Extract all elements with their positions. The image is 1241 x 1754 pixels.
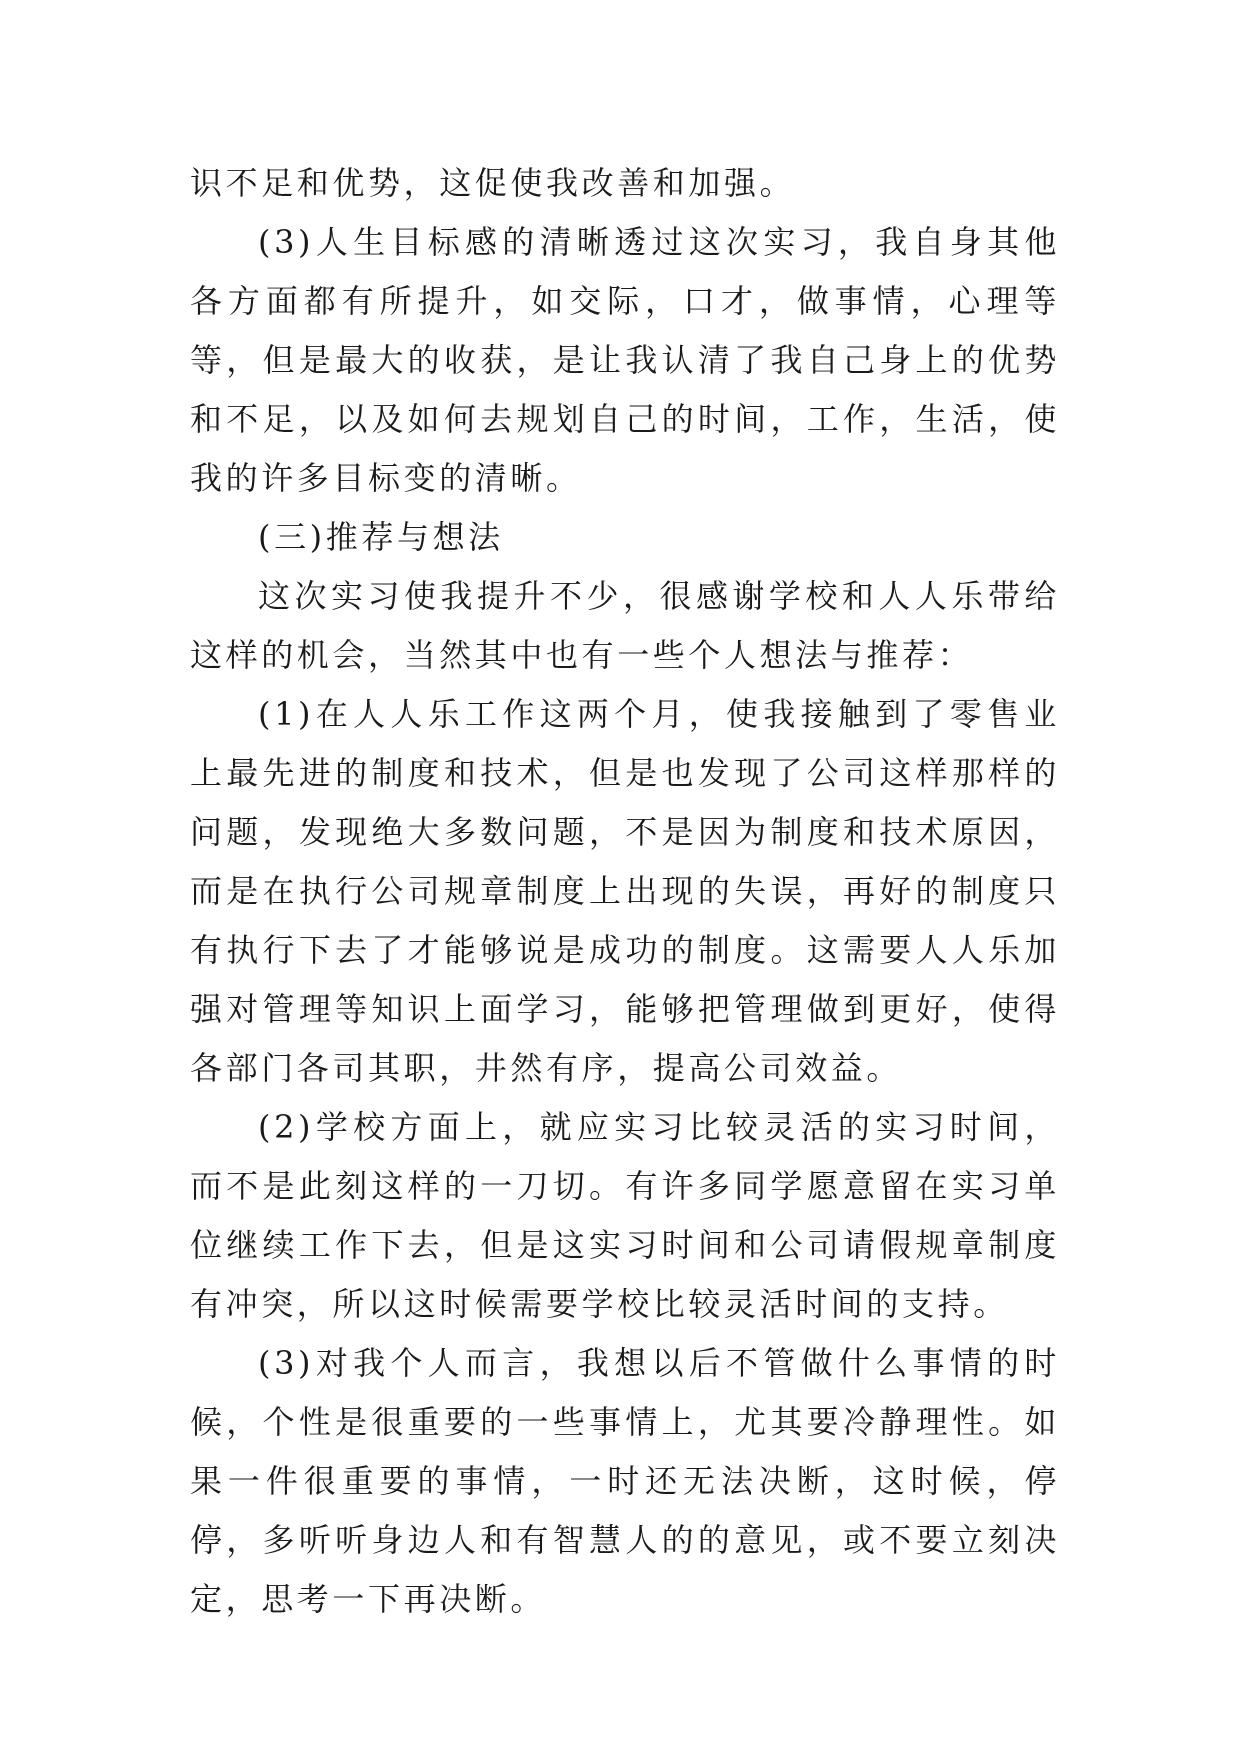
paragraph-recommendation-1: (1)在人人乐工作这两个月，使我接触到了零售业上最先进的制度和技术，但是也发现了公司这样那样的问题，发现绝大多数问题，不是因为制度和技术原因，而是在执行公司规章制度上出现的失误，再好的制度只有执行下去了才能够说是成功的制度。这需要人人乐加强对管理等知识上面学习，能够把管理做到更好，使得各部门各司其职，井然有序，提高公司效益。 <box>190 695 1060 1087</box>
paragraph-recommendation-2: (2)学校方面上，就应实习比较灵活的实习时间，而不是此刻这样的一刀切。有许多同学愿意留在实习单位继续工作下去，但是这实习时间和公司请假规章制度有冲突，所以这时候需要学校比较灵活时间的支持。 <box>190 1108 1060 1323</box>
document-body <box>190 154 1060 1629</box>
paragraph-life-goals: (3)人生目标感的清晰透过这次实习，我自身其他各方面都有所提升，如交际，口才，做事情，心理等等，但是最大的收获，是让我认清了我自己身上的优势和不足，以及如何去规划自己的时间，工作，生活，使我的许多目标变的清晰。 <box>190 223 1060 497</box>
paragraph-recommendation-3: (3)对我个人而言，我想以后不管做什么事情的时候，个性是很重要的一些事情上，尤其要冷静理性。如果一件很重要的事情，一时还无法决断，这时候，停停，多听听身边人和有智慧人的的意见，或不要立刻决定，思考一下再决断。 <box>190 1344 1060 1618</box>
paragraph-recommendations-intro: 这次实习使我提升不少，很感谢学校和人人乐带给这样的机会，当然其中也有一些个人想法与推荐： <box>190 577 1060 674</box>
paragraph-continuation: 识不足和优势，这促使我改善和加强。 <box>190 164 796 202</box>
section-heading-recommendations: (三)推荐与想法 <box>258 518 504 556</box>
